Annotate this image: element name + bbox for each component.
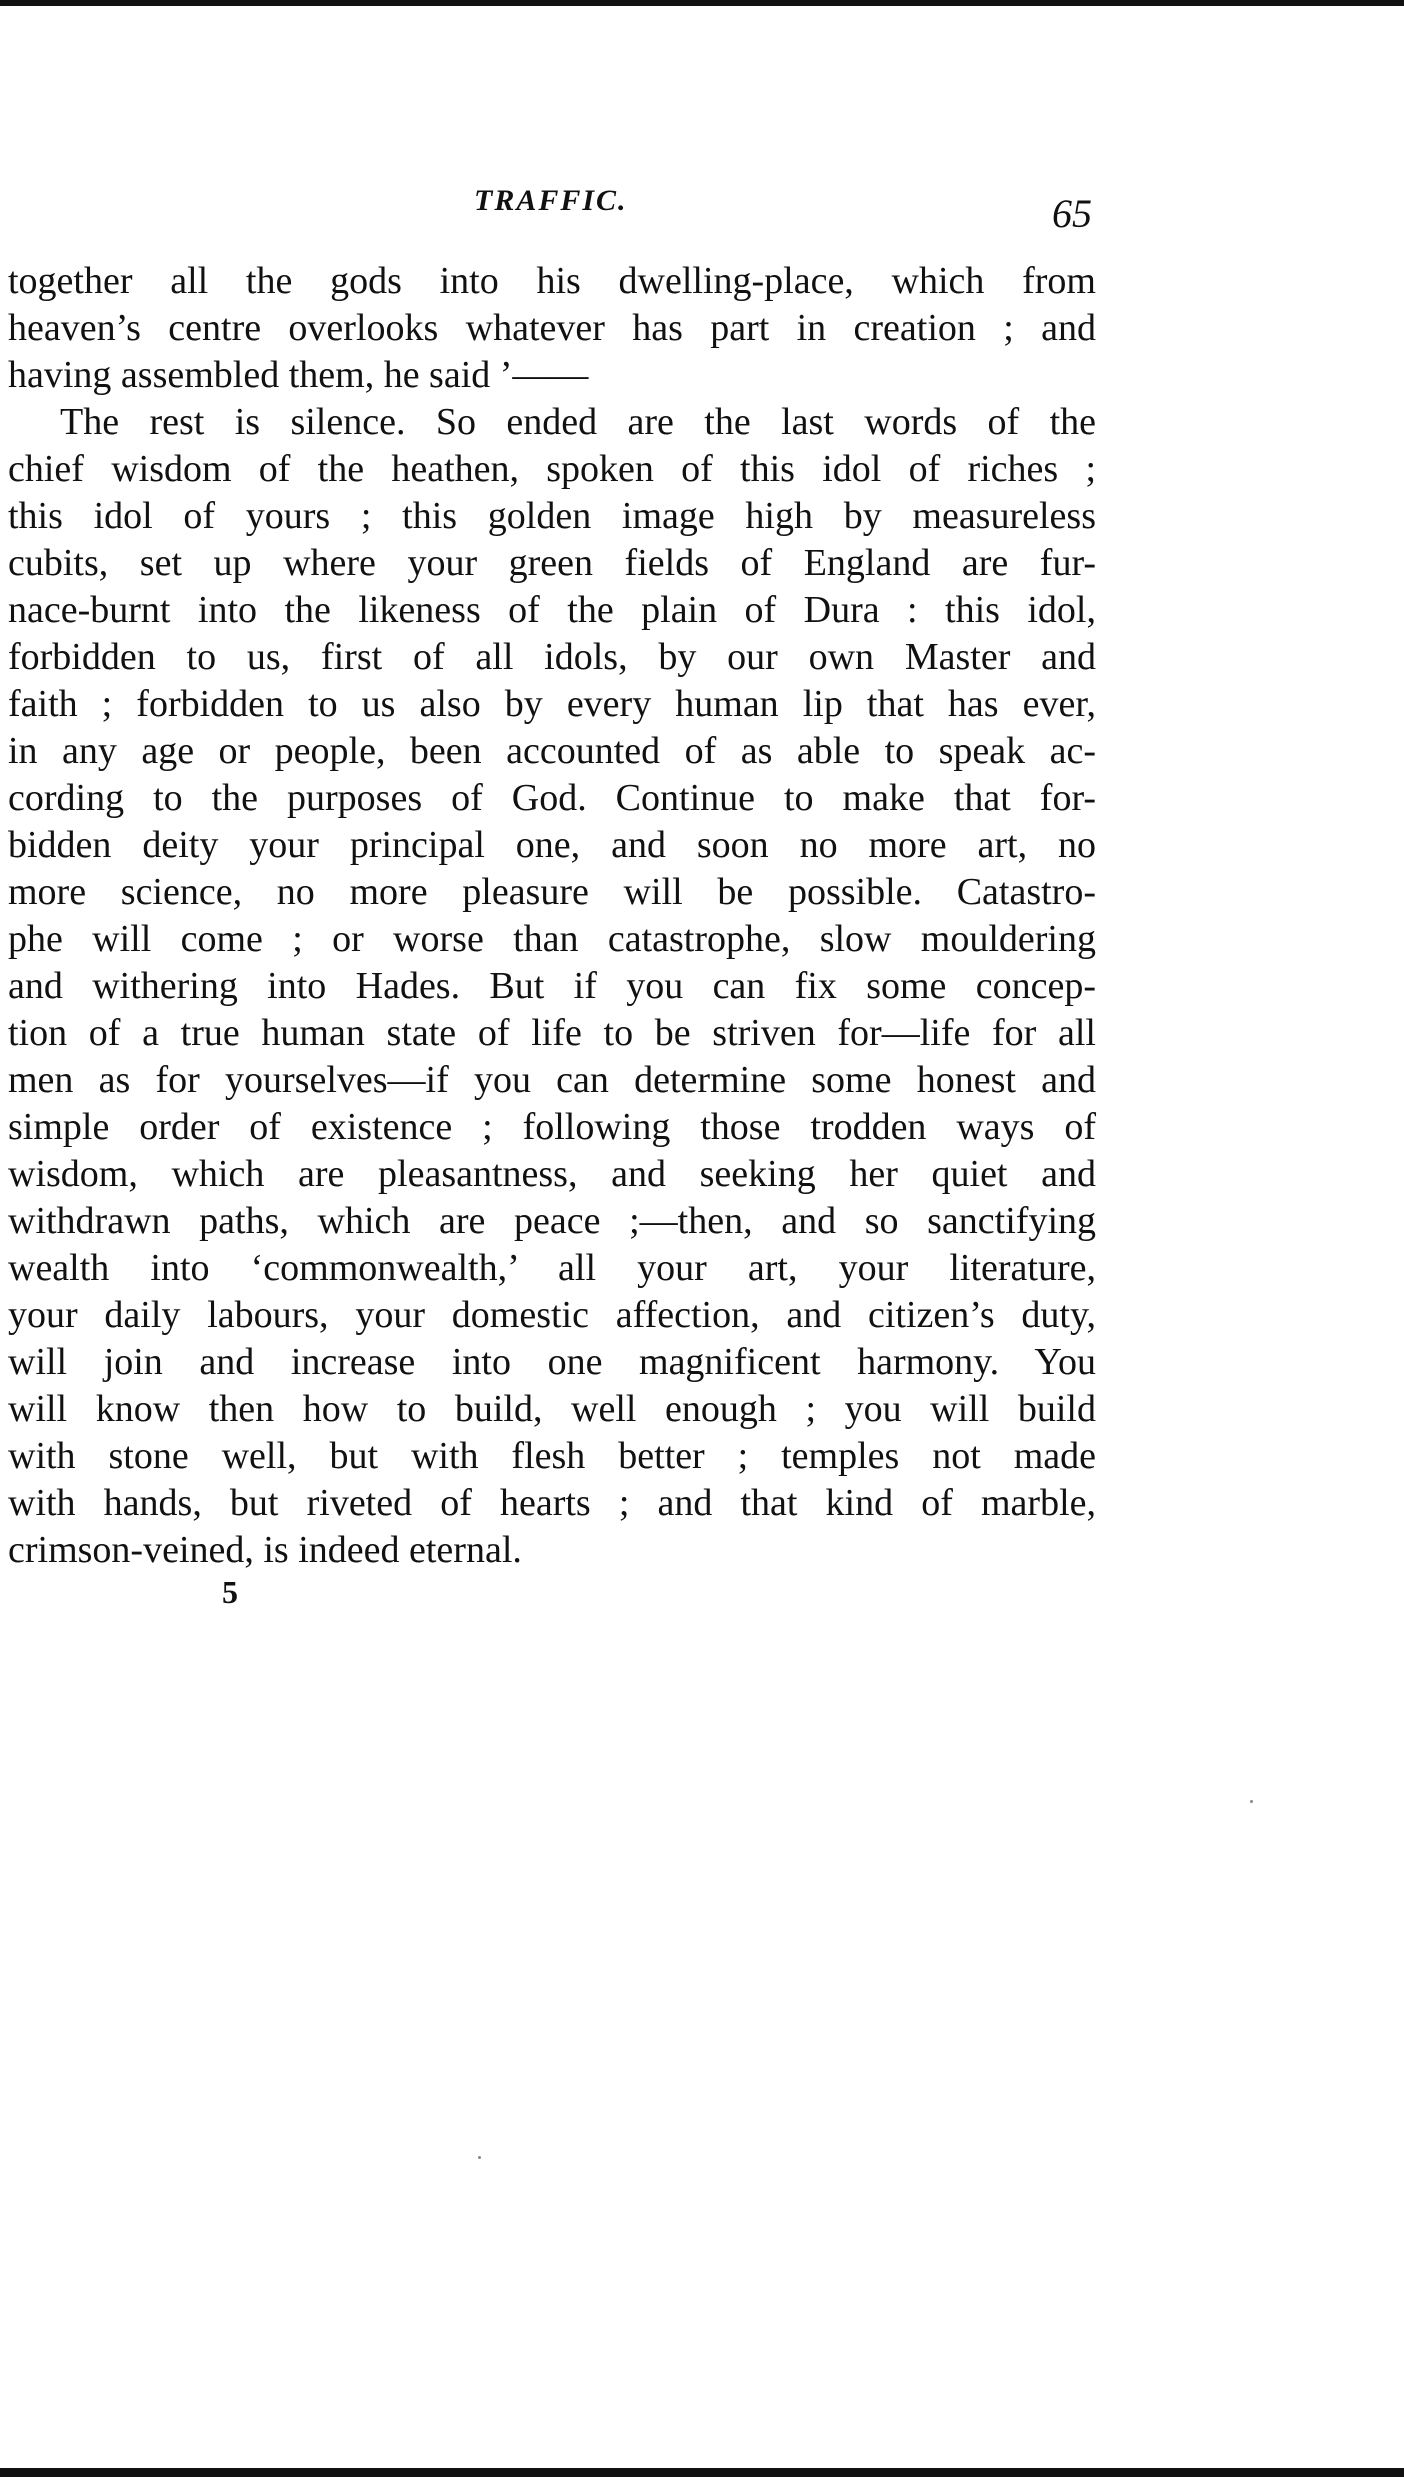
text-line: cording to the purposes of God. Continue to make that for- (8, 777, 1096, 819)
signature-mark: 5 (222, 1574, 238, 1610)
text-line: heaven’s centre overlooks whatever has part in creation ; and (8, 307, 1096, 349)
text-line: chief wisdom of the heathen, spoken of this idol of riches ; (8, 448, 1096, 490)
text-line: phe will come ; or worse than catastrophe, slow mouldering (8, 918, 1096, 960)
text-line: wealth into ‘commonwealth,’ all your art, your literature, (8, 1247, 1096, 1289)
paper-speck (478, 2156, 481, 2159)
text-line: this idol of yours ; this golden image high by measureless (8, 495, 1096, 537)
body-text (8, 258, 1096, 1574)
text-line: simple order of existence ; following those trodden ways of (8, 1106, 1096, 1148)
text-line: wisdom, which are pleasantness, and seeking her quiet and (8, 1153, 1096, 1195)
text-line: in any age or people, been accounted of as able to speak ac- (8, 730, 1096, 772)
text-line: crimson-veined, is indeed eternal. (8, 1529, 522, 1571)
text-line: bidden deity your principal one, and soon no more art, no (8, 824, 1096, 866)
text-line: with stone well, but with flesh better ; temples not made (8, 1435, 1096, 1477)
text-line: faith ; forbidden to us also by every human lip that has ever, (8, 683, 1096, 725)
page-number: 65 (1052, 191, 1092, 236)
text-line: nace-burnt into the likeness of the plain of Dura : this idol, (8, 589, 1096, 631)
text-line: will join and increase into one magnificent harmony. You (8, 1341, 1096, 1383)
bottom-edge-rule (0, 2468, 1404, 2477)
text-line: together all the gods into his dwelling-place, which from (8, 260, 1096, 302)
text-line: men as for yourselves—if you can determine some honest and (8, 1059, 1096, 1101)
text-line: will know then how to build, well enough ; you will build (8, 1388, 1096, 1430)
text-line: having assembled them, he said ’—— (8, 354, 589, 396)
paper-speck (1250, 1800, 1253, 1803)
top-edge-rule (0, 0, 1404, 6)
text-line: with hands, but riveted of hearts ; and that kind of marble, (8, 1482, 1096, 1524)
running-title: TRAFFIC. (474, 184, 628, 217)
text-line: cubits, set up where your green fields of England are fur- (8, 542, 1096, 584)
text-line: tion of a true human state of life to be striven for—life for all (8, 1012, 1096, 1054)
text-line: your daily labours, your domestic affection, and citizen’s duty, (8, 1294, 1096, 1336)
text-line: The rest is silence. So ended are the last words of the (60, 401, 1096, 443)
text-line: forbidden to us, first of all idols, by our own Master and (8, 636, 1096, 678)
text-line: more science, no more pleasure will be possible. Catastro- (8, 871, 1096, 913)
text-line: withdrawn paths, which are peace ;—then, and so sanctifying (8, 1200, 1096, 1242)
text-line: and withering into Hades. But if you can fix some concep- (8, 965, 1096, 1007)
